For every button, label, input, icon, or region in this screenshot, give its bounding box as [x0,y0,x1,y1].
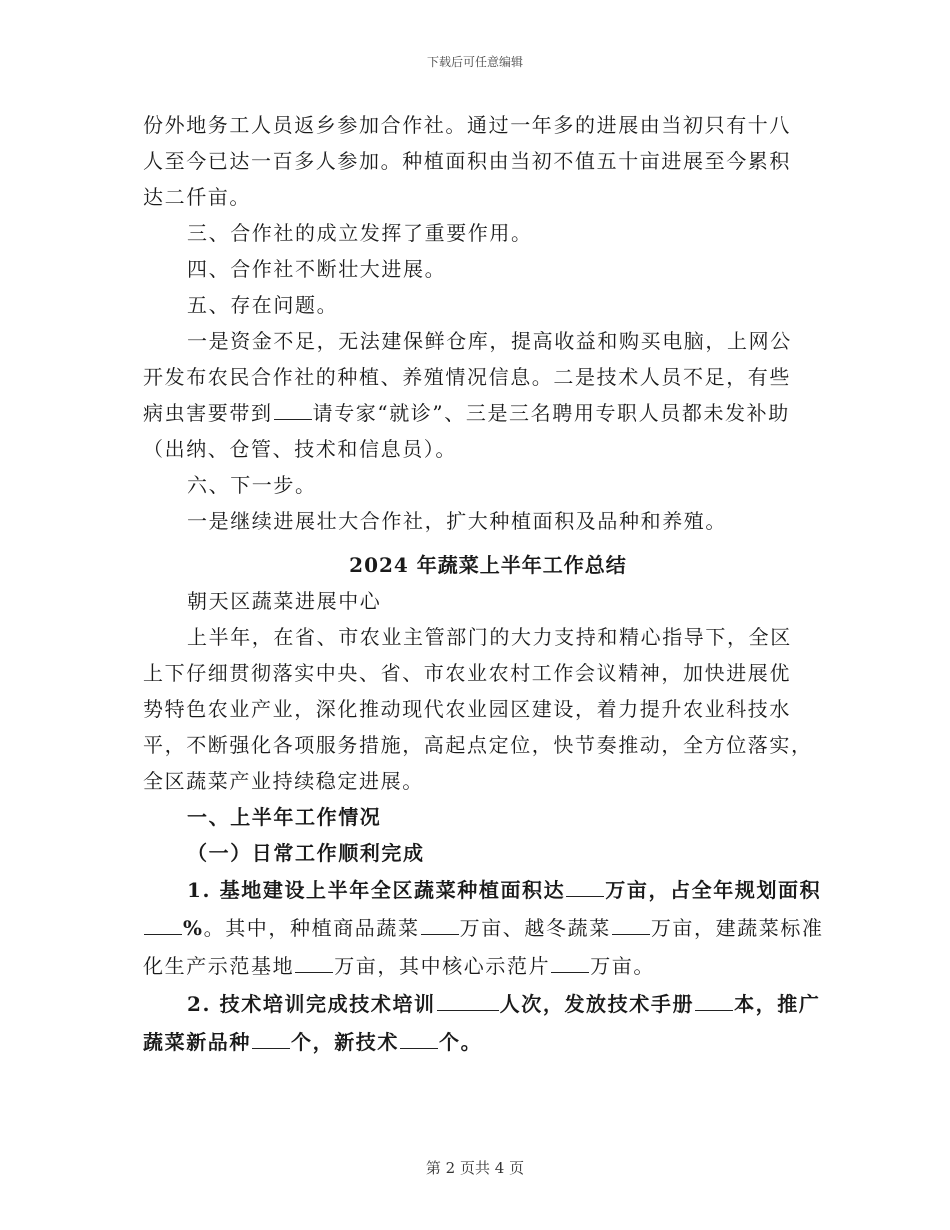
body-line: 达二仟亩。 [143,185,251,209]
document-title: 2024 年蔬菜上半年工作总结 [349,553,627,577]
text-span: 个。 [439,1030,483,1054]
page-header: 下载后可任意编辑 [426,55,523,69]
body-line: 一是继续进展壮大合作社，扩大种植面积及品种和养殖。 [187,509,727,533]
body-line: 人至今已达一百多人参加。种植面积由当初不值五十亩进展至今累积 [143,149,791,173]
document-body [143,107,833,1061]
fill-blank [252,1030,290,1049]
text-span: 万亩，建蔬菜标准 [650,916,824,940]
body-line: 势特色农业产业，深化推动现代农业园区建设，着力提升农业科技水 [143,697,791,721]
text-span: 本，推广 [734,992,821,1016]
item-1-line [143,871,833,909]
item-1-line [143,947,833,985]
text-span: 化生产示范基地 [143,954,295,978]
section-heading: 五、存在问题。 [187,293,339,317]
section-heading: 三、合作社的成立发挥了重要作用。 [187,221,533,245]
text-span: 万亩，占全年规划面积 [605,878,822,902]
fill-blank [612,916,650,935]
text-span: 1. 基地建设上半年全区蔬菜种植面积达 [187,878,566,902]
fill-blank [437,992,499,1011]
item-2-line [143,1023,833,1061]
organization-name: 朝天区蔬菜进展中心 [187,589,382,613]
text-span: 蔬菜新品种 [143,1030,251,1054]
text-span: 万亩、越冬蔬菜 [459,916,611,940]
heading-level-2: （一）日常工作顺利完成 [187,841,425,865]
text-span: % [183,916,204,940]
body-line: （出纳、仓管、技术和信息员）。 [143,437,457,461]
body-line: 上半年，在省、市农业主管部门的大力支持和精心指导下，全区 [187,625,792,649]
fill-blank [274,401,312,420]
text-span: 万亩，其中核心示范片 [334,954,551,978]
body-line [143,395,833,431]
fill-blank [421,916,459,935]
body-line: 开发布农民合作社的种植、养殖情况信息。二是技术人员不足，有些 [143,365,791,389]
item-1-line [143,909,833,947]
text-span: 万亩。 [590,954,656,978]
text-span: 2. 技术培训完成技术培训 [187,992,436,1016]
fill-blank [566,878,604,897]
text-span: 人次，发放技术手册 [499,992,695,1016]
item-2-line [143,985,833,1023]
text-span: 。其中，种植商品蔬菜 [203,916,420,940]
page-footer: 第 2 页共 4 页 [425,1159,525,1177]
fill-blank [295,954,333,973]
body-line: 全区蔬菜产业持续稳定进展。 [143,769,424,793]
body-line: 份外地务工人员返乡参加合作社。通过一年多的进展由当初只有十八 [143,113,791,137]
fill-blank [551,954,589,973]
heading-level-1: 一、上半年工作情况 [187,805,382,829]
body-line: 一是资金不足，无法建保鲜仓库，提高收益和购买电脑，上网公 [187,329,792,353]
section-heading: 六、下一步。 [187,473,317,497]
fill-blank [144,916,182,935]
body-line: 平，不断强化各项服务措施，高起点定位，快节奏推动，全方位落实， [143,733,813,757]
text-span: 病虫害要带到 [143,401,273,425]
text-span: 个，新技术 [291,1030,399,1054]
fill-blank [400,1030,438,1049]
section-heading: 四、合作社不断壮大进展。 [187,257,447,281]
fill-blank [695,992,733,1011]
body-line: 上下仔细贯彻落实中央、省、市农业农村工作会议精神，加快进展优 [143,661,791,685]
text-span: 请专家“就诊”、三是三名聘用专职人员都未发补助 [312,401,790,425]
